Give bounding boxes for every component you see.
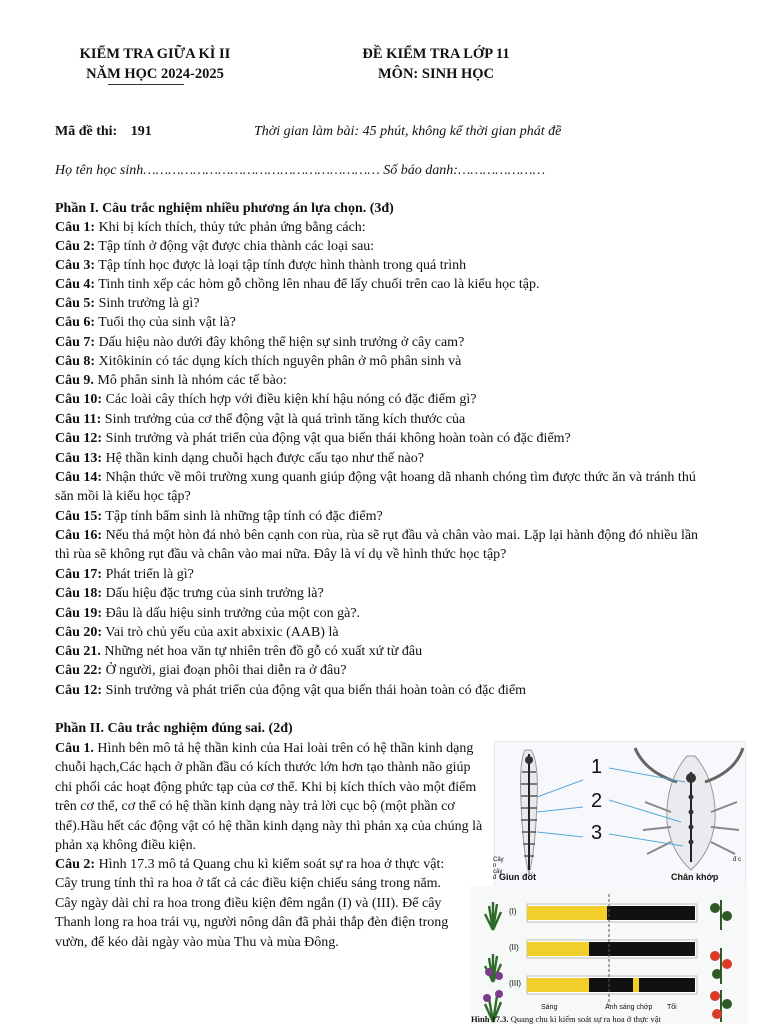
question-label: Câu 3: [55,258,96,273]
question-label: Câu 22: [55,663,103,678]
question-text: Sinh trưởng của cơ thể động vật là quá trình tăng kích thước của [101,412,466,427]
question-item [55,371,287,390]
question-text: Phát triển là gì? [102,567,194,582]
part2-q2-label: Câu 2: [55,857,96,872]
question-text: Đâu là dấu hiệu sinh trưởng của một con gà?. [102,606,361,621]
question-item [55,565,194,584]
question-item [55,507,383,526]
row-label-1: (I) [509,907,517,916]
nervous-system-drawing [495,742,745,887]
question-label: Câu 2: [55,239,96,254]
exam-code-label: Mã đề thi: [55,124,118,139]
question-text: Hệ thần kinh dạng chuỗi hạch được cấu tạo như thế nào? [102,451,424,466]
plant-right-icons [710,900,732,1022]
question-item [55,623,339,642]
question-item [55,313,236,332]
question-text: Các loài cây thích hợp với điều kiện khí hậu nóng có đặc điểm gì? [102,392,477,407]
question-label: Câu 15: [55,509,103,524]
figure-label-1: 1 [591,756,603,778]
question-text: Sinh trưởng và phát triển của động vật qua biến thái không hoàn toàn có đặc điểm? [102,431,571,446]
figure-caption-number: Hình 17.3. [471,1014,509,1024]
question-label: Câu 17: [55,567,103,582]
student-info-line: Họ tên học sinh………………………………………………… Số báo danh:………………… [55,163,546,178]
nervous-system-figure [494,741,746,888]
question-text: Nếu thả một hòn đá nhỏ bên cạnh con rùa, rùa sẽ rụt đầu và chân vào mai. Lặp lại hành động đó nhiều lần thì rùa sẽ không rụt đầu và chân vào mai nữa. Đây là ví dụ về hình thức học tập? [55,528,699,562]
question-text: Nhận thức về môi trường xung quanh giúp động vật hoang dã nhanh chóng tìm được thức ăn và tránh thú săn mồi là kiểu học tập? [55,470,696,504]
question-text: Tinh tinh xếp các hòm gỗ chồng lên nhau để lấy chuối trên cao là kiểu học tập. [95,277,540,292]
header-right-line2: MÔN: SINH HỌC [378,66,494,82]
question-item [55,661,346,680]
part2-q1-label: Câu 1. [55,741,94,756]
part2-question-2 [55,855,463,952]
question-item [55,642,422,661]
header-exam-title [316,44,556,84]
exam-code [55,122,152,141]
annelid-caption: Giun đốt [499,872,536,882]
question-label: Câu 20: [55,625,103,640]
question-item [55,275,539,294]
question-text: Những nét hoa văn tự nhiên trên đồ gỗ có xuất xứ từ đâu [100,644,423,659]
photoperiod-bars [527,894,697,1006]
figure-caption [471,1014,748,1024]
question-item [55,429,571,448]
figure-label-3: 3 [591,822,603,844]
question-label: Câu 19: [55,606,103,621]
legend-dark: Tối [667,1004,677,1011]
question-label: Câu 11: [55,412,102,427]
question-label: Câu 21. [55,644,101,659]
part2-q2-text: Hình 17.3 mô tả Quang chu kì kiểm soát sự ra hoa ở thực vật: Cây trung tính thì ra hoa ở tất cả các điều kiện chiếu sáng trong năm. Cây ngày dài chỉ ra hoa trong điều kiện đêm ngắn (I) và (III). Để cây Thanh long ra hoa trái vụ, người nông dân đã phải thắp đèn điện trong vườn, để kéo dài ngày vào mùa Thu và mùa Đông. [55,857,449,950]
question-text: Sinh trưởng và phát triển của động vật qua biến thái hoàn toàn có đặc điểm [102,683,527,698]
question-item [55,294,200,313]
question-label: Câu 6: [55,315,96,330]
question-label: Câu 10: [55,392,103,407]
question-item [55,256,466,275]
question-item [55,584,324,603]
question-label: Câu 16: [55,528,103,543]
question-label: Câu 5: [55,296,96,311]
question-text: Mô phân sinh là nhóm các tế bào: [93,373,287,388]
question-label: Câu 4: [55,277,96,292]
figure-side-text-right: đ c [733,857,742,863]
part1-title: Phần I. Câu trắc nghiệm nhiều phương án lựa chọn. (3đ) [55,201,394,216]
row-label-3: (III) [509,979,521,988]
question-text: Tập tính ở động vật được chia thành các loại sau: [95,239,375,254]
question-text: Sinh trưởng là gì? [95,296,200,311]
question-label: Câu 8: [55,354,96,369]
time-limit: Thời gian làm bài: 45 phút, không kể thời gian phát đề [254,124,562,139]
plant-left-icons [483,902,503,1022]
figure-side-text-left: Cây n cây đ [493,857,504,881]
question-text: Dấu hiệu đặc trưng của sinh trưởng là? [102,586,324,601]
row-label-2: (II) [509,943,519,952]
header-underline [108,84,184,85]
question-label: Câu 12: [55,431,103,446]
question-text: Xitôkinin có tác dụng kích thích nguyên phân ở mô phân sinh và [95,354,462,369]
arthropod-drawing [635,748,743,870]
question-label: Câu 1: [55,220,96,235]
annelid-drawing [521,750,538,874]
arthropod-caption: Chân khớp [671,872,719,882]
question-text: Tập tính bẩm sinh là những tập tính có đặc điểm? [102,509,383,524]
question-label: Câu 14: [55,470,103,485]
question-label: Câu 9. [55,373,94,388]
exam-code-value: 191 [130,124,152,139]
part2-question-1 [55,739,483,855]
question-text: Khi bị kích thích, thủy tức phản ứng bằng cách: [95,220,366,235]
question-label: Câu 12: [55,683,103,698]
question-item [55,526,710,564]
question-item [55,410,465,429]
figure-caption-text: Quang chu kì kiểm soát sự ra hoa ở thực vật [508,1014,661,1024]
question-item [55,604,360,623]
part2-title: Phần II. Câu trắc nghiệm đúng sai. (2đ) [55,721,293,736]
question-text: Tập tính học được là loại tập tính được hình thành trong quá trình [95,258,467,273]
question-item [55,449,424,468]
header-school-title [40,44,270,84]
question-item [55,352,461,371]
photoperiod-figure [471,886,748,1024]
question-text: Vai trò chủ yếu của axit abxixic (AAB) là [102,625,339,640]
part2-q1-text: Hình bên mô tả hệ thần kinh của Hai loài trên có hệ thần kinh dạng chuỗi hạch,Các hạch ở phần đầu có kích thước lớn hơn tạo thành não giúp chi phối các hoạt động phức tạp của cơ thể. Khi bị kích thích vào một điểm trên cơ thể, cơ thể có hệ thần kinh dạng này trả lời cục bộ (một phần cơ thể).Hầu hết các động vật có hệ thần kinh dạng này thì phản xạ của chúng là phản xạ không điều kiện. [55,741,483,854]
question-label: Câu 18: [55,586,103,601]
question-item [55,468,710,506]
header-right-line1: ĐỀ KIỂM TRA LỚP 11 [362,46,510,62]
question-item [55,681,526,700]
question-item [55,333,464,352]
figure-label-2: 2 [591,790,603,812]
question-text: Ở người, giai đoạn phôi thai diễn ra ở đâu? [102,663,347,678]
question-text: Dấu hiệu nào dưới đây không thể hiện sự sinh trưởng ở cây cam? [95,335,465,350]
question-item [55,390,477,409]
header-left-line2: NĂM HỌC 2024-2025 [86,66,224,82]
question-item [55,237,374,256]
legend-light: Sáng [541,1004,558,1011]
question-label: Câu 7: [55,335,96,350]
question-text: Tuổi thọ của sinh vật là? [95,315,236,330]
question-item [55,218,366,237]
question-label: Câu 13: [55,451,103,466]
header-left-line1: KIỂM TRA GIỮA KÌ II [79,46,231,62]
legend-flash: Ánh sáng chớp [605,1004,653,1011]
